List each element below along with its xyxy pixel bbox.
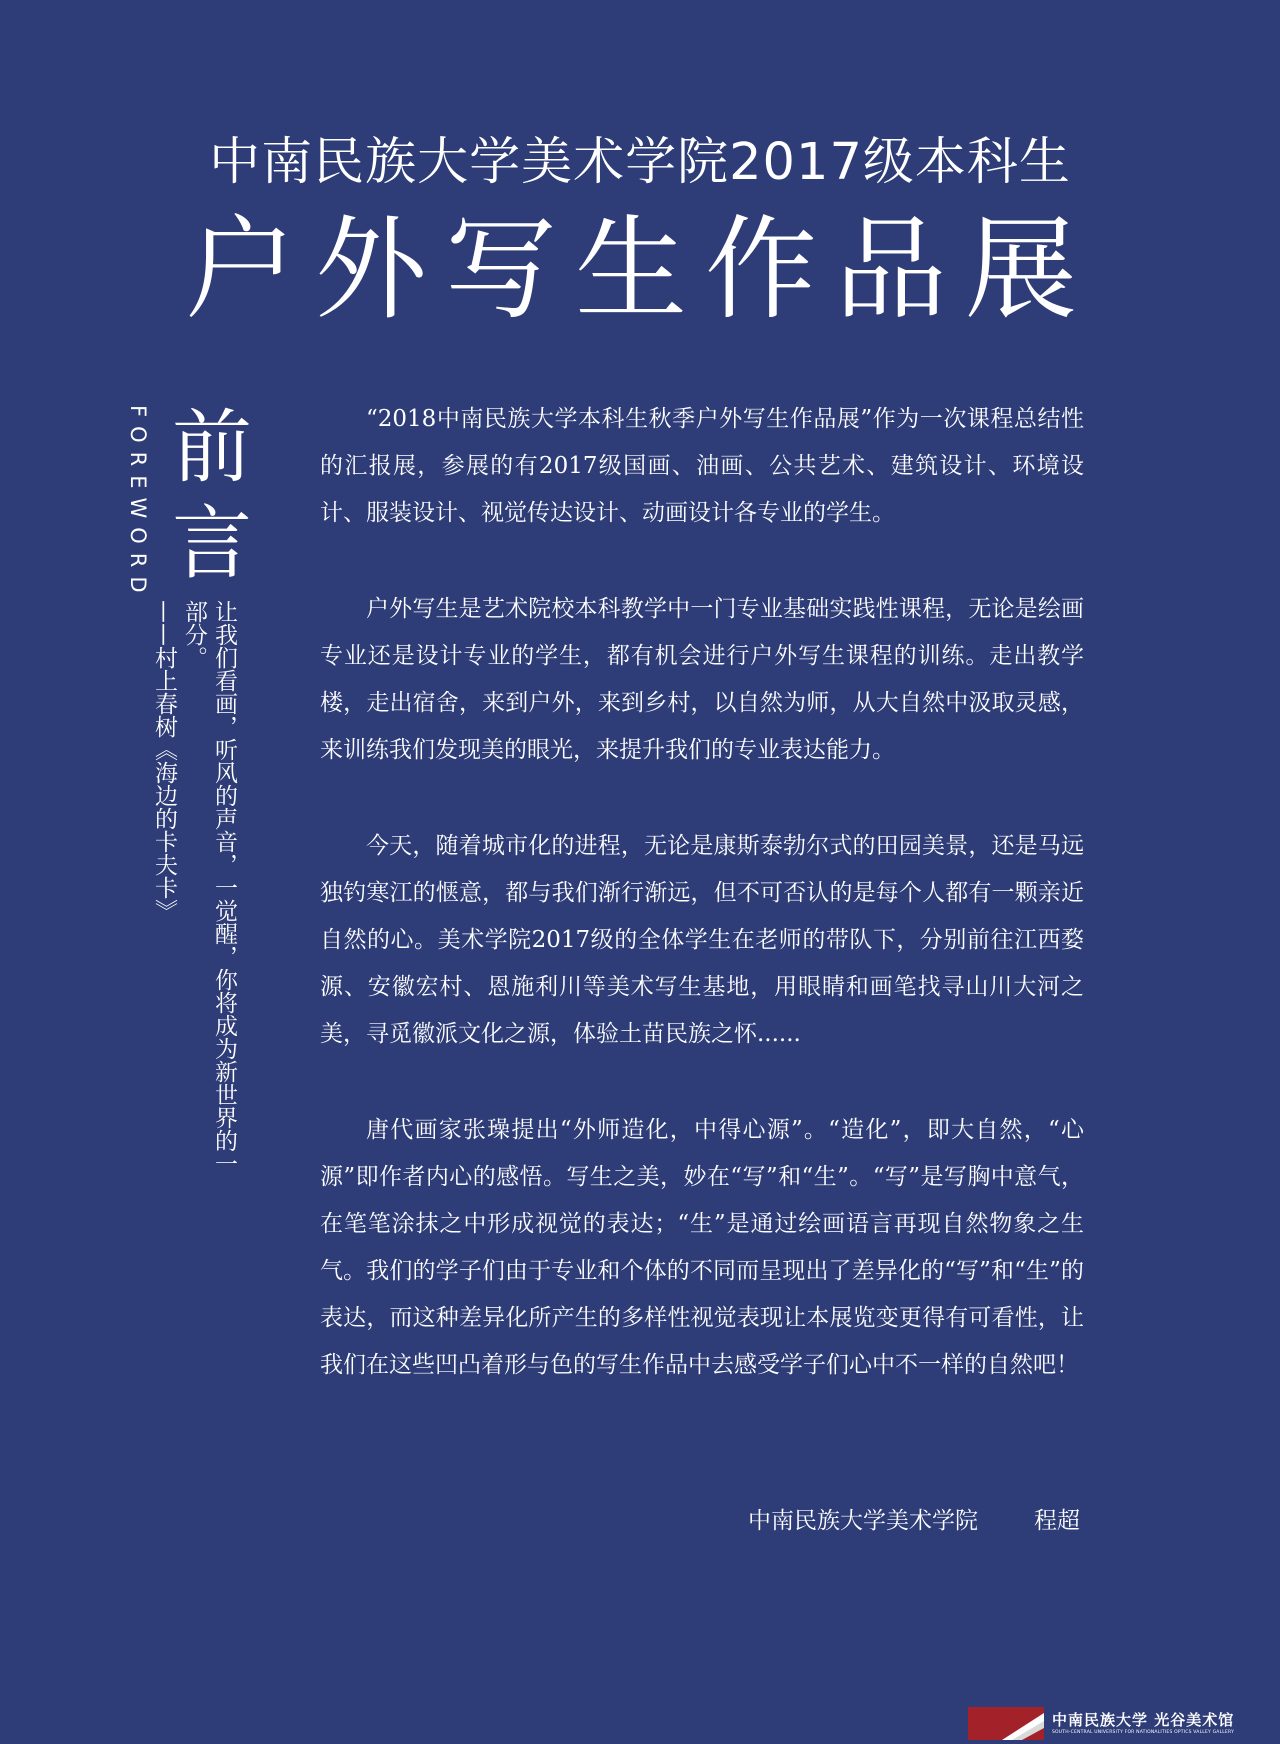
quote-text: 让我们看画，听风的声音，一觉醒，你将成为新世界的一部分。 [181,600,237,1175]
foreword-heading [172,400,262,592]
foreword-body [320,396,1084,1438]
quote-attribution: ——村上春树《海边的卡夫卡》 [151,600,177,922]
gallery-logo-mark-icon [968,1707,1044,1740]
body-paragraph-1: “2018中南民族大学本科生秋季户外写生作品展”作为一次课程总结性的汇报展，参展的有2017级国画、油画、公共艺术、建筑设计、环境设计、服装设计、视觉传达设计、动画设计各专业的学生。 [320,406,1084,526]
signature-org: 中南民族大学美术学院 [748,1508,978,1534]
body-paragraph-2: 户外写生是艺术院校本科教学中一门专业基础实践性课程，无论是绘画专业还是设计专业的学生，都有机会进行户外写生课程的训练。走出教学楼，走出宿舍，来到户外，来到乡村，以自然为师，从大自然中汲取灵感，来训练我们发现美的眼光，来提升我们的专业表达能力。 [320,596,1084,763]
gallery-logo [968,1703,1280,1744]
page-title: 户外写生作品展 [185,205,1095,335]
foreword-char-1: 前 [172,401,252,494]
gallery-logo-text [1052,1711,1234,1736]
quote-column [149,600,239,1180]
page-subtitle: 中南民族大学美术学院2017级本科生 [209,133,1071,192]
gallery-logo-cn: 中南民族大学 光谷美术馆 [1052,1711,1235,1729]
signature [748,1501,1080,1541]
foreword-char-2: 言 [172,497,252,590]
body-paragraph-3: 今天，随着城市化的进程，无论是康斯泰勃尔式的田园美景，还是马远独钓寒江的惬意，都与我们渐行渐远，但不可否认的是每个人都有一颗亲近自然的心。美术学院2017级的全体学生在老师的带队下，分别前往江西婺源、安徽宏村、恩施利川等美术写生基地，用眼睛和画笔找寻山川大河之美，寻觅徽派文化之源，体验土苗民族之怀...... [320,833,1084,1047]
gallery-logo-en: SOUTH-CENTRAL UNIVERSITY FOR NATIONALITIES OPTICS VALLEY GALLERY [1052,1730,1235,1735]
signature-name: 程超 [1034,1508,1080,1534]
foreword-english-label: FOREWORD [126,405,150,602]
body-paragraph-4: 唐代画家张璪提出“外师造化，中得心源”。“造化”，即大自然，“心源”即作者内心的感悟。写生之美，妙在“写”和“生”。“写”是写胸中意气，在笔笔涂抹之中形成视觉的表达；“生”是通过绘画语言再现自然物象之生气。我们的学子们由于专业和个体的不同而呈现出了差异化的“写”和“生”的表达，而这种差异化所产生的多样性视觉表现让本展览变更得有可看性，让我们在这些凹凸着形与色的写生作品中去感受学子们心中不一样的自然吧！ [320,1117,1084,1378]
